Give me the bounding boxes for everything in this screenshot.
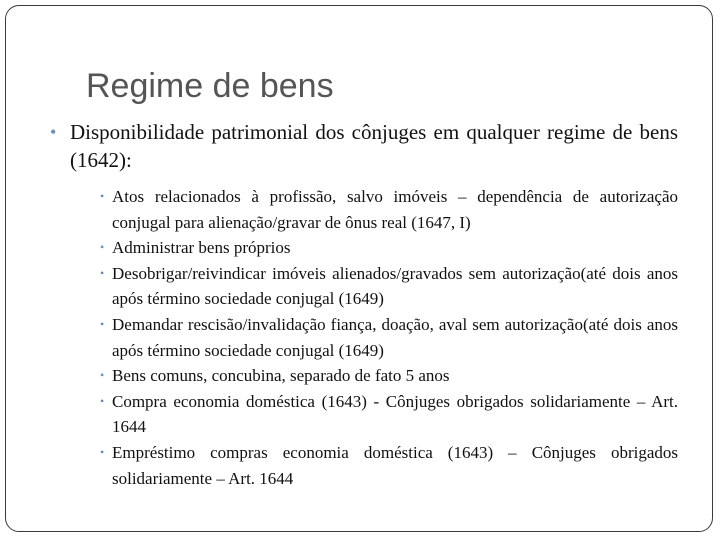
sub-bullet-item (100, 440, 678, 491)
bullet-dot-icon: • (100, 265, 105, 280)
slide-body (50, 118, 678, 491)
sub-bullet-text: Empréstimo compras economia doméstica (1643) – Cônjuges obrigados solidariamente – Art. 1644 (112, 442, 678, 488)
bullet-dot-icon: • (100, 316, 105, 331)
sub-bullet-item (100, 235, 678, 261)
bullet-dot-icon: • (100, 393, 105, 408)
sub-bullet-item (100, 389, 678, 440)
sub-bullet-item (100, 184, 678, 235)
sub-bullet-item (100, 261, 678, 312)
sub-bullet-text: Desobrigar/reivindicar imóveis alienados/gravados sem autorização(até dois anos após término sociedade conjugal (1649) (112, 263, 678, 309)
slide-frame (5, 5, 713, 532)
sub-bullet-item (100, 363, 678, 389)
slide-title: Regime de bens (86, 67, 334, 105)
sub-bullet-text: Bens comuns, concubina, separado de fato 5 anos (112, 366, 450, 386)
sub-bullet-text: Compra economia doméstica (1643) - Cônjuges obrigados solidariamente – Art. 1644 (112, 391, 678, 437)
sub-bullet-item (100, 312, 678, 363)
sub-bullet-text: Demandar rescisão/invalidação fiança, doação, aval sem autorização(até dois anos após término sociedade conjugal (1649) (112, 314, 678, 360)
main-bullet-item (50, 118, 678, 174)
sub-bullet-text: Atos relacionados à profissão, salvo imóveis – dependência de autorização conjugal para alienação/gravar de ônus real (1647, I) (112, 187, 678, 232)
bullet-dot-icon: • (100, 444, 105, 459)
main-bullet-text: Disponibilidade patrimonial dos cônjuges em qualquer regime de bens (1642): (70, 120, 678, 172)
bullet-dot-icon: • (100, 240, 105, 255)
sub-bullet-list (50, 184, 678, 491)
bullet-dot-icon: • (100, 189, 105, 203)
sub-bullet-text: Administrar bens próprios (112, 238, 291, 258)
bullet-dot-icon: • (100, 368, 105, 383)
bullet-dot-icon: • (50, 122, 57, 142)
